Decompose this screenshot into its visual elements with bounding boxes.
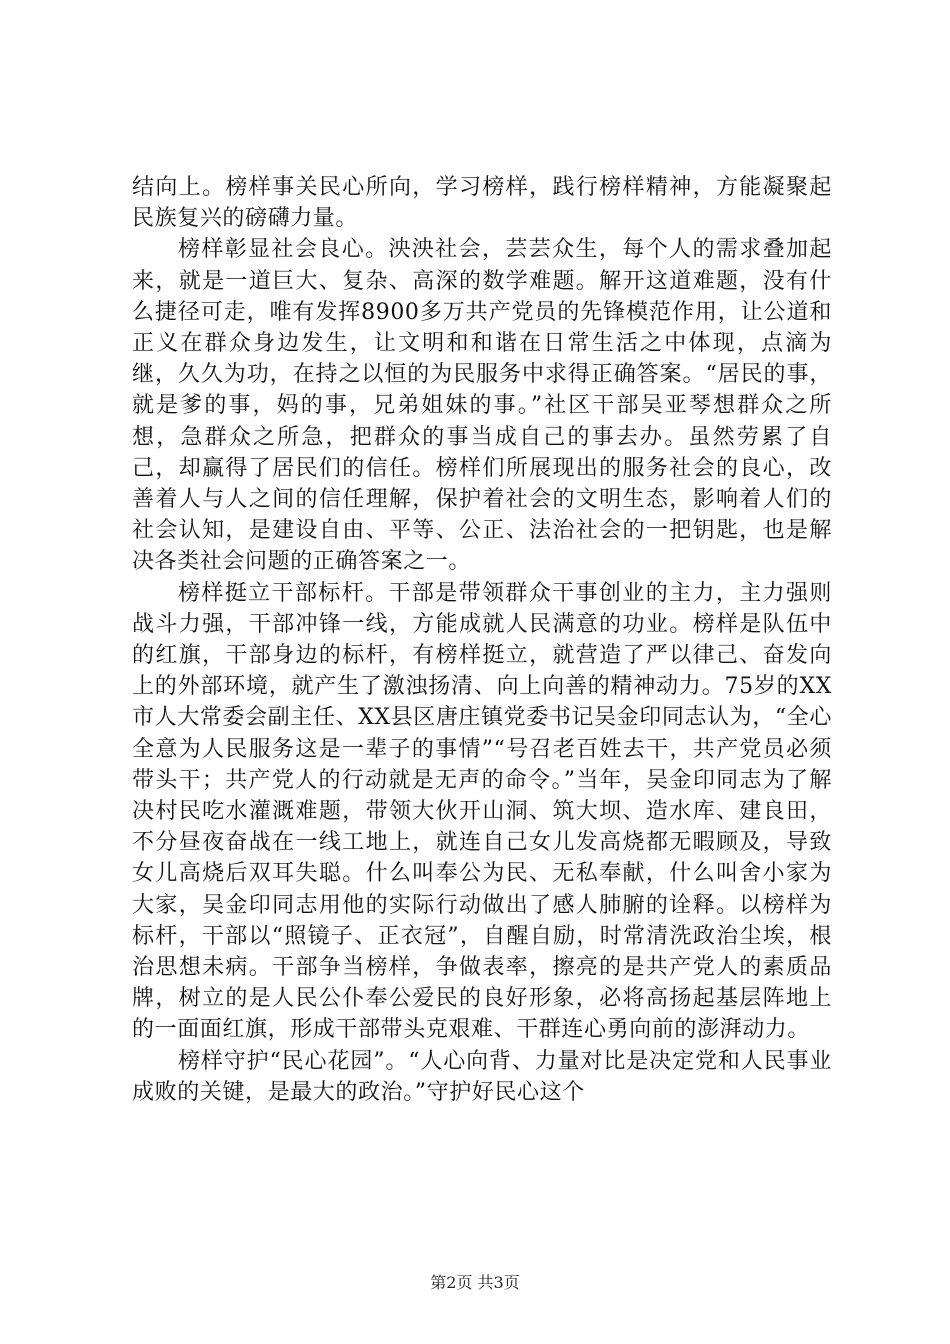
paragraph-cadre-benchmark: 榜样挺立干部标杆。干部是带领群众干事创业的主力，主力强则战斗力强，干部冲锋一线，方能成就人民满意的功业。榜样是队伍中的红旗，干部身边的标杆，有榜样挺立，就营造了严以律己、奋发向上的外部环境，就产生了激浊扬清、向上向善的精神动力。75岁的XX市人大常委会副主任、XX县区唐庄镇党委书记吴金印同志认为，“全心全意为人民服务这是一辈子的事情”“号召老百姓去干，共产党员必须带头干；共产党人的行动就是无声的命令。”当年，吴金印同志为了解决村民吃水灌溉难题，带领大伙开山洞、筑大坝、造水库、建良田，不分昼夜奋战在一线工地上，就连自己女儿发高烧都无暇顾及，导致女儿高烧后双耳失聪。什么叫奉公为民、无私奉献，什么叫舍小家为大家，吴金印同志用他的实际行动做出了感人肺腑的诠释。以榜样为标杆，干部以“照镜子、正衣冠”，自醒自励，时常清洗政治尘埃，根治思想未病。干部争当榜样，争做表率，擦亮的是共产党人的素质品牌，树立的是人民公仆奉公爱民的良好形象，必将高扬起基层阵地上的一面面红旗，形成干部带头克艰难、干群连心勇向前的澎湃动力。: [132, 580, 832, 1043]
paragraph-continuation: 结向上。榜样事关民心所向，学习榜样，践行榜样精神，方能凝聚起民族复兴的磅礴力量。: [132, 175, 832, 232]
page-number-footer: 第2页 共3页: [430, 1273, 520, 1292]
paragraph-heart-garden: 榜样守护“民心花园”。“人心向背、力量对比是决定党和人民事业成败的关键，是最大的政治。”守护好民心这个: [132, 1048, 832, 1105]
paragraph-social-conscience: 榜样彰显社会良心。泱泱社会，芸芸众生，每个人的需求叠加起来，就是一道巨大、复杂、高深的数学难题。解开这道难题，没有什么捷径可走，唯有发挥8900多万共产党员的先锋模范作用，让公道和正义在群众身边发生，让文明和和谐在日常生活之中体现，点滴为继，久久为功，在持之以恒的为民服务中求得正确答案。“居民的事，就是爹的事，妈的事，兄弟姐妹的事。”社区干部吴亚琴想群众之所想，急群众之所急，把群众的事当成自己的事去办。虽然劳累了自己，却赢得了居民们的信任。榜样们所展现出的服务社会的良心，改善着人与人之间的信任理解，保护着社会的文明生态，影响着人们的社会认知，是建设自由、平等、公正、法治社会的一把钥匙，也是解决各类社会问题的正确答案之一。: [132, 237, 832, 575]
document-body: [132, 172, 832, 1108]
